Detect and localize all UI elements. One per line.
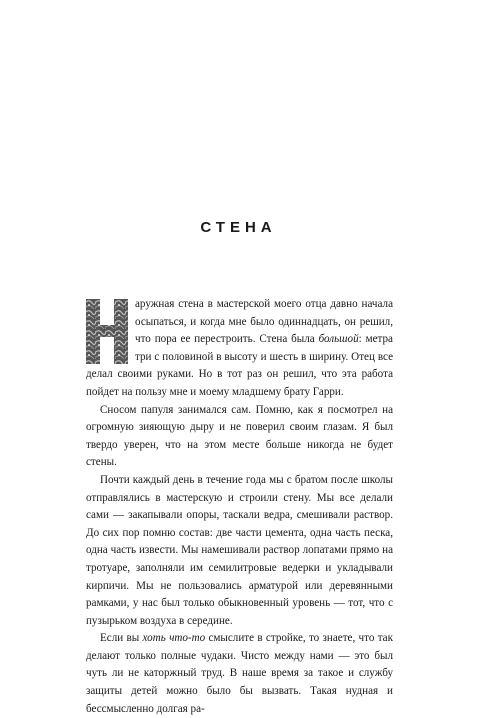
paragraph-1: аружная стена в мастерской моего отца давно начала осыпаться, и когда мне было одиннадцать, он решил, что пора ее перестроить. Стена была большой: метра три с половиной в высоту и шесть в ширину. Отец все делал своими руками. Но в тот раз он решил, что эта работа пойдет на пользу мне и моему младшему брату Гарри.: [86, 298, 393, 398]
body-text: [86, 296, 393, 718]
paragraph-3: Почти каждый день в течение года мы с братом после школы отправлялись в мастерскую и строили стену. Мы все делали сами — закапывали опоры, таскали ведра, смешивали раствор. До сих пор помню состав: две части цемента, одна часть песка, одна часть извести. Мы намешивали раствор лопатами прямо на тротуаре, заполняли им семилитровые ведерки и укладывали кирпичи. Мы не пользовались арматурой или деревянными рамками, у нас был только обыкновенный уровень — тот, что с пузырьком воздуха в середине.: [86, 473, 393, 627]
drop-cap: [86, 299, 128, 364]
chapter-title: СТЕНА: [200, 219, 277, 236]
paragraph-4: Если вы хоть что-то смыслите в стройке, то знаете, что так делают только полные чудаки. Чисто между нами — это был чуть ли не каторжный труд. В наше время за такое и службу защиты детей можно было бы вызвать. Такая нудная и бессмысленно долгая ра-: [86, 632, 393, 715]
drop-cap-letter-image: [86, 299, 128, 364]
paragraph-2: Сносом папуля занимался сам. Помню, как я посмотрел на огромную зияющую дыру и не поверил своим глазам. Я был твердо уверен, что на этом месте больше никогда не будет стены.: [86, 403, 393, 469]
